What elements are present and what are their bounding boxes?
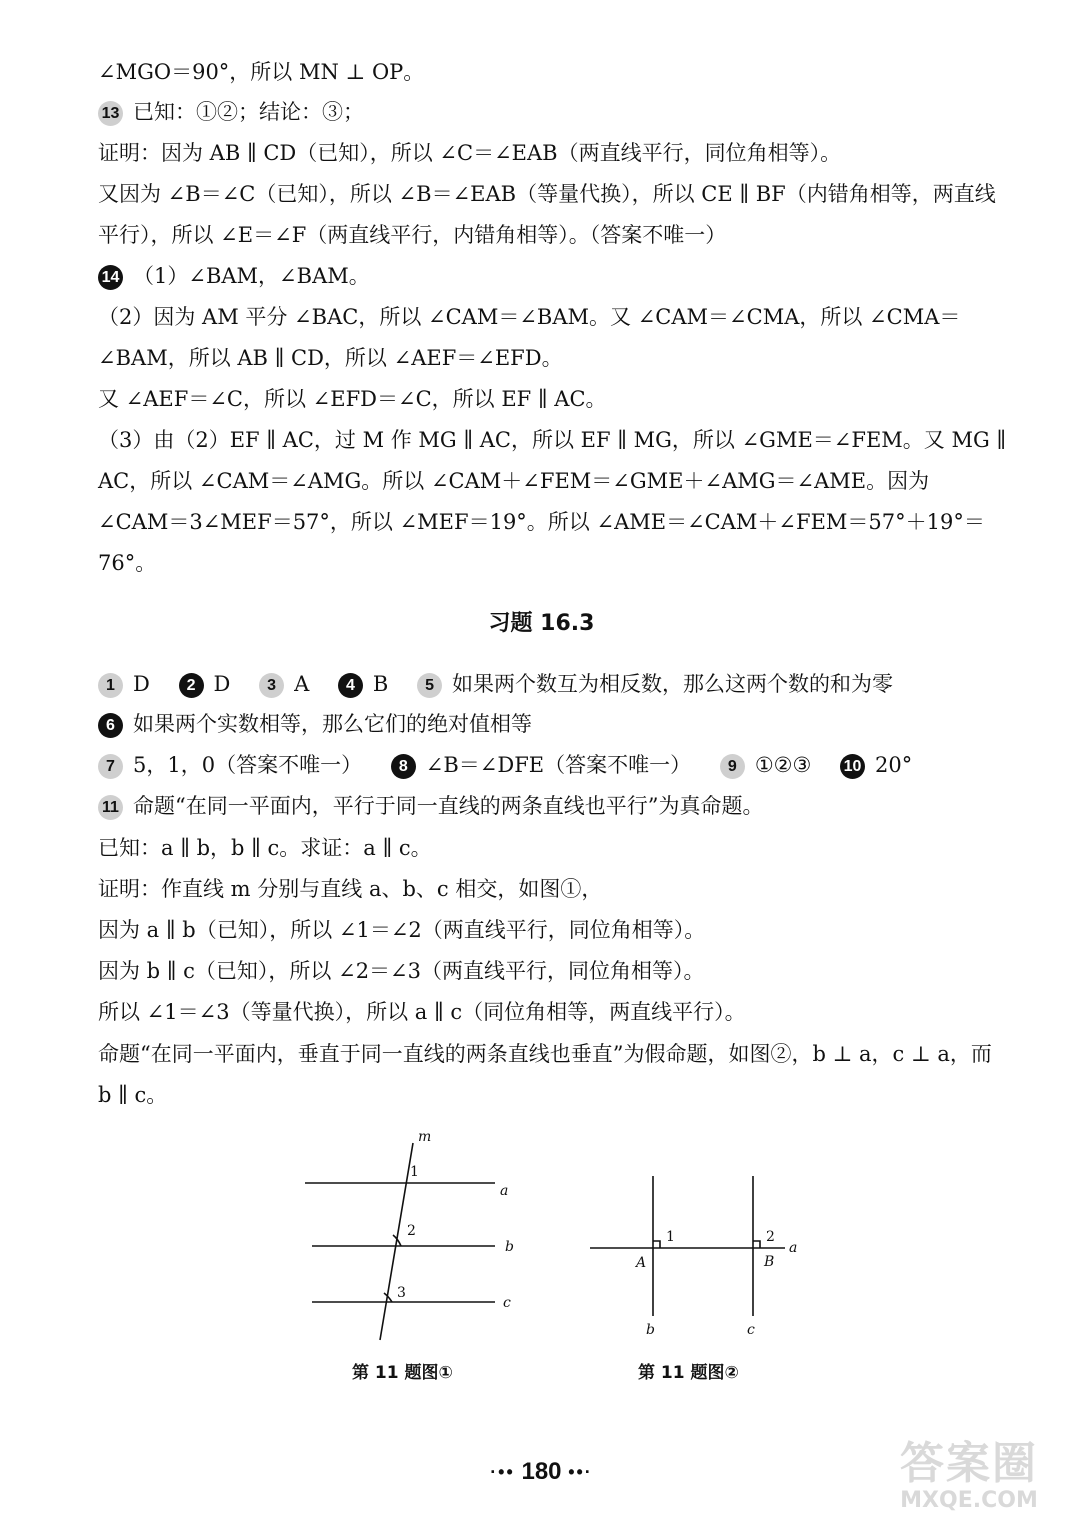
answers-row-2: 6 如果两个实数相等，那么它们的绝对值相等 (98, 710, 532, 738)
label-c: c (503, 1295, 511, 1311)
number-badge: 6 (98, 713, 123, 738)
decorative-dots-icon: ·•• (490, 1462, 515, 1483)
answers-row-3: 7 5，1，0（答案不唯一） 8 ∠B＝∠DFE（答案不唯一） 9 ①②③ 10 20° (98, 751, 912, 779)
number-badge: 10 (840, 754, 865, 779)
item-13: 13 已知：①②；结论：③； (98, 98, 364, 126)
number-badge: 8 (391, 754, 416, 779)
label-3: 3 (397, 1285, 406, 1301)
proof-line: 证明：作直线 m 分别与直线 a、b、c 相交，如图①， (98, 877, 603, 901)
line-m (380, 1143, 413, 1340)
text-line: 平行），所以 ∠E＝∠F（两直线平行，内错角相等）。（答案不唯一） (98, 223, 727, 247)
number-badge: 13 (98, 101, 123, 126)
label-a: a (789, 1240, 798, 1256)
text-line: ∠CAM＝3∠MEF＝57°，所以 ∠MEF＝19°。所以 ∠AME＝∠CAM＋∠FEM＝57°＋19°＝ (98, 510, 985, 534)
label-1: 1 (666, 1229, 675, 1245)
number-badge: 1 (98, 673, 123, 698)
proof-line: 因为 b ∥ c（已知），所以 ∠2＝∠3（两直线平行，同位角相等）。 (98, 959, 705, 983)
right-angle-mark-A (653, 1241, 660, 1248)
label-2: 2 (766, 1229, 775, 1245)
text-line: （3）由（2）EF ∥ AC，过 M 作 MG ∥ AC，所以 EF ∥ MG，所以 ∠GME＝∠FEM。又 MG ∥ (98, 428, 1007, 452)
proof-line: 因为 a ∥ b（已知），所以 ∠1＝∠2（两直线平行，同位角相等）。 (98, 918, 706, 942)
proof-line: 已知：a ∥ b，b ∥ c。求证：a ∥ c。 (98, 836, 432, 860)
text-line: 又因为 ∠B＝∠C（已知），所以 ∠B＝∠EAB（等量代换），所以 CE ∥ BF（内错角相等，两直线 (98, 182, 996, 206)
proof-line: b ∥ c。 (98, 1083, 168, 1107)
number-badge: 4 (338, 673, 363, 698)
number-badge: 2 (179, 673, 204, 698)
proof-line: 命题“在同一平面内，垂直于同一直线的两条直线也垂直”为假命题，如图②，b ⊥ a，c ⊥ a，而 (98, 1042, 992, 1066)
text-line: 76°。 (98, 551, 157, 575)
text-line: 证明：因为 AB ∥ CD（已知），所以 ∠C＝∠EAB（两直线平行，同位角相等）。 (98, 141, 842, 165)
text-line: AC，所以 ∠CAM＝∠AMG。所以 ∠CAM＋∠FEM＝∠GME＋∠AMG＝∠AME。因为 (98, 469, 930, 493)
label-2: 2 (407, 1223, 416, 1239)
label-a: a (500, 1183, 509, 1199)
figure-2 (585, 1168, 810, 1338)
number-badge: 14 (98, 265, 123, 290)
answers-row-1: 1 D 2 D 3 A 4 B 5 如果两个数互为相反数，那么这两个数的和为零 (98, 670, 893, 698)
number-badge: 7 (98, 754, 123, 779)
number-badge: 9 (720, 754, 745, 779)
text-line: 又 ∠AEF＝∠C，所以 ∠EFD＝∠C，所以 EF ∥ AC。 (98, 387, 607, 411)
decorative-dots-icon: ••· (568, 1462, 593, 1483)
figure-2-caption: 第 11 题图② (638, 1363, 739, 1383)
right-angle-mark-B (753, 1241, 760, 1248)
text-line: （2）因为 AM 平分 ∠BAC，所以 ∠CAM＝∠BAM。又 ∠CAM＝∠CMA，所以 ∠CMA＝ (98, 305, 961, 329)
text-line: ∠BAM，所以 AB ∥ CD，所以 ∠AEF＝∠EFD。 (98, 346, 563, 370)
page-number: ·•• 180 ••· (490, 1458, 593, 1485)
number-badge: 5 (417, 673, 442, 698)
text-line: ∠MGO＝90°，所以 MN ⊥ OP。 (98, 60, 425, 84)
answers-row-4: 11 命题“在同一平面内，平行于同一直线的两条直线也平行”为真命题。 (98, 792, 763, 820)
figure-1 (300, 1125, 530, 1345)
label-b: b (505, 1239, 514, 1255)
label-m: m (418, 1129, 432, 1145)
label-B: B (764, 1254, 775, 1270)
label-A: A (636, 1255, 647, 1271)
proof-line: 所以 ∠1＝∠3（等量代换），所以 a ∥ c（同位角相等，两直线平行）。 (98, 1000, 746, 1024)
label-1: 1 (410, 1164, 419, 1180)
watermark: 答案圈 MXQE.COM (900, 1438, 1038, 1513)
item-14: 14 （1）∠BAM，∠BAM。 (98, 262, 370, 290)
label-c: c (747, 1322, 755, 1338)
number-badge: 11 (98, 795, 123, 820)
figure-1-caption: 第 11 题图① (352, 1363, 453, 1383)
label-b: b (646, 1322, 655, 1338)
section-title: 习题 16.3 (488, 611, 595, 636)
number-badge: 3 (259, 673, 284, 698)
